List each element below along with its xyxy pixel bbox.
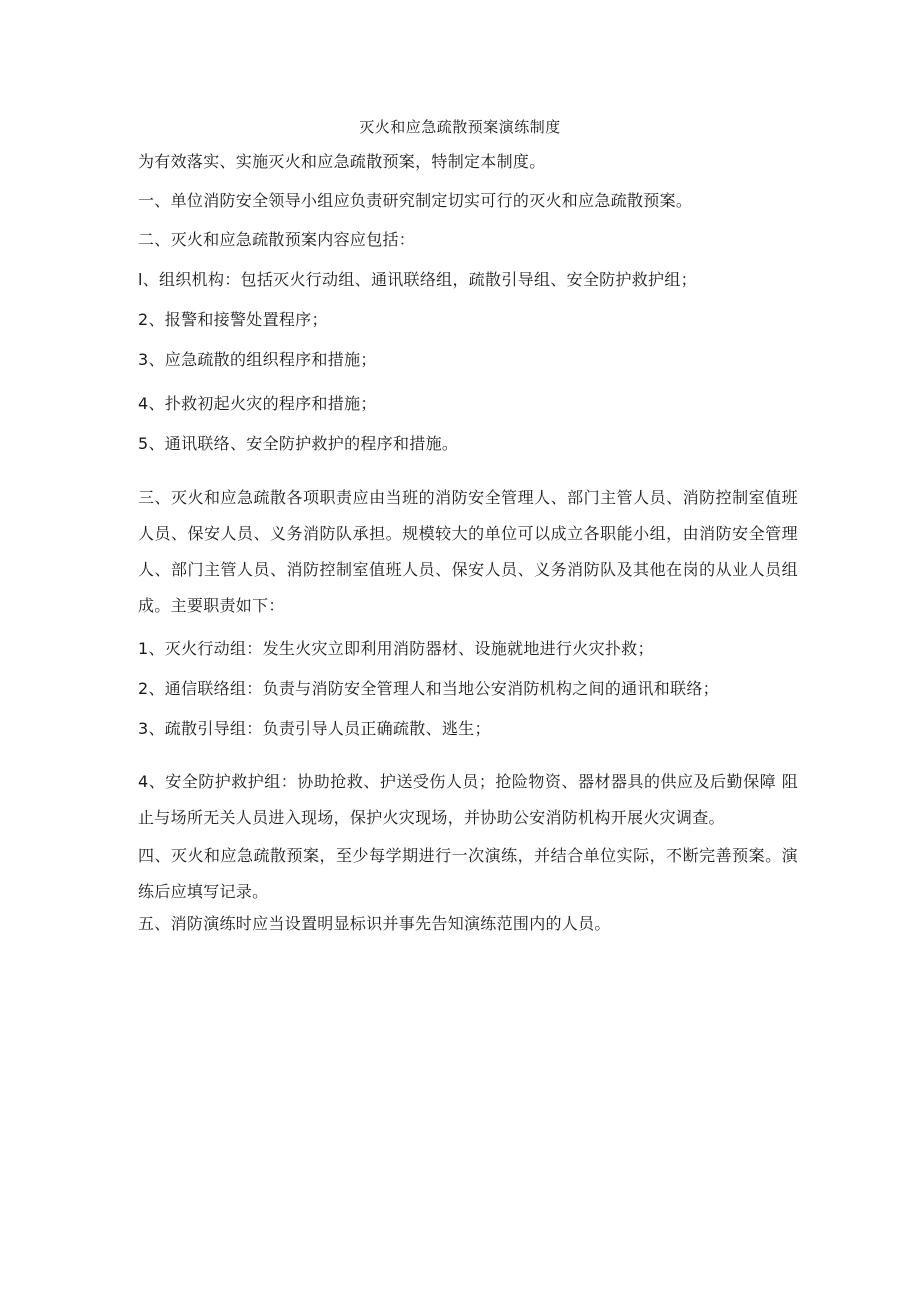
section-3-item: 1、灭火行动组：发生火灾立即利用消防器材、设施就地进行火灾扑救； <box>138 639 654 658</box>
section-3-paragraph: 三、灭火和应急疏散各项职责应由当班的消防安全管理人、部门主管人员、消防控制室值班人员、保安人员、义务消防队承担。规模较大的单位可以成立各职能小组，由消防安全管理人、部门主管人员、消防控制室值班人员、保安人员、义务消防队及其他在岗的从业人员组成。主要职责如下： <box>138 488 798 615</box>
section-2-item: l、组织机构：包括灭火行动组、通讯联络组，疏散引导组、安全防护救护组； <box>138 270 697 289</box>
section-2-item: 5、通讯联络、安全防护救护的程序和措施。 <box>138 434 459 453</box>
intro-text: 为有效落实、实施灭火和应急疏散预案，特制定本制度。 <box>138 152 546 171</box>
section-3-item-4: 4、安全防护救护组：协助抢救、护送受伤人员；抢险物资、器材器具的供应及后勤保障 阻止与场所无关人员进入现场，保护火灾现场，并协助公安消防机构开展火灾调查。 <box>138 772 798 827</box>
section-2-item: 4、扑救初起火灾的程序和措施； <box>138 394 377 413</box>
section-2-item: 2、报警和接警处置程序； <box>138 310 328 329</box>
section-2-heading: 二、灭火和应急疏散预案内容应包括： <box>138 230 416 249</box>
section-3-item: 2、通信联络组：负责与消防安全管理人和当地公安消防机构之间的通讯和联络； <box>138 679 719 698</box>
section-2-item: 3、应急疏散的组织程序和措施； <box>138 350 377 369</box>
section-3-item: 3、疏散引导组：负责引导人员正确疏散、逃生； <box>138 719 491 738</box>
document-title: 灭火和应急疏散预案演练制度 <box>359 118 561 136</box>
section-1-text: 一、单位消防安全领导小组应负责研究制定切实可行的灭火和应急疏散预案。 <box>138 191 693 210</box>
section-5-text: 五、消防演练时应当设置明显标识并事先告知演练范围内的人员。 <box>138 914 611 933</box>
section-4-paragraph: 四、灭火和应急疏散预案，至少每学期进行一次演练，并结合单位实际，不断完善预案。演练后应填写记录。 <box>138 846 798 901</box>
